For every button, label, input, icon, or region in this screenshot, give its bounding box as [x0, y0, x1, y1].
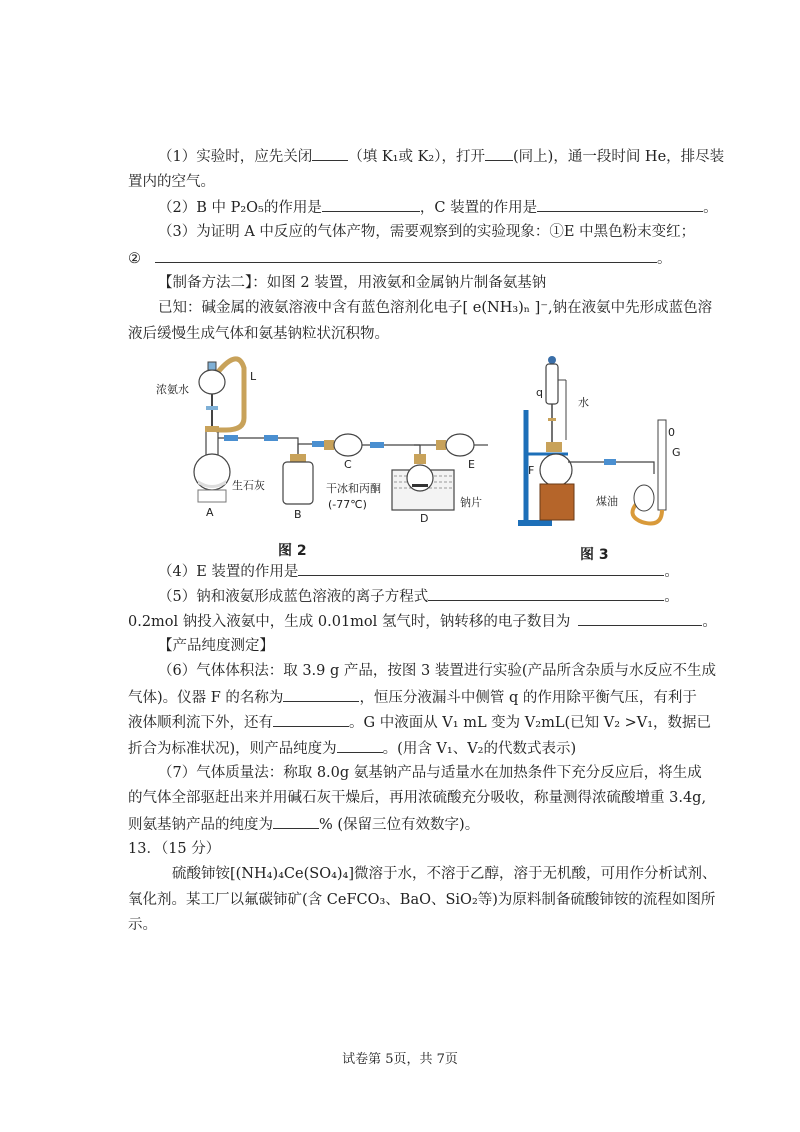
label-F: F — [528, 464, 535, 477]
figure-3-caption: 图 3 — [580, 547, 609, 563]
q5-line1: （5）钠和液氨形成蓝色溶液的离子方程式 。 — [158, 586, 679, 607]
q6-blank-2 — [273, 712, 349, 727]
q13-line2: 氧化剂。某工厂以氟碳铈矿(含 CeFCO₃、BaO、SiO₂等)为原料制备硫酸铈铵的流程如图所 — [128, 892, 716, 908]
q2-blank-2 — [537, 197, 703, 212]
q3-line2: ② 。 — [128, 248, 672, 269]
q7-blank — [273, 814, 319, 829]
label-sodium: 钠片 — [460, 496, 482, 509]
q6-line3: 液体顺利流下外，还有 。G 中液面从 V₁ mL 变为 V₂mL(已知 V₂ >V₁，数据已 — [128, 712, 711, 733]
q5-line2: 0.2mol 钠投入液氨中，生成 0.01mol 氢气时，钠转移的电子数目为 。 — [128, 611, 717, 632]
flask-F — [540, 454, 572, 486]
q6-blank-1 — [283, 687, 359, 702]
label-q: q — [536, 386, 543, 399]
tube-L — [216, 359, 244, 430]
q1-blank-2 — [485, 146, 513, 161]
known-line1: 已知：碱金属的液氨溶液中含有蓝色溶剂化电子[ e(NH₃)ₙ ]⁻,钠在液氨中先形成蓝色溶 — [158, 300, 713, 316]
q1-line1 — [158, 146, 724, 167]
purity-heading: 【产品纯度测定】 — [158, 638, 274, 654]
label-D: D — [420, 512, 429, 525]
q1-line2: 置内的空气。 — [128, 174, 215, 190]
label-E: E — [468, 458, 475, 471]
label-water: 水 — [578, 396, 589, 409]
tube-E — [446, 434, 474, 456]
q2-line: （2）B 中 P₂O₅的作用是 ，C 装置的作用是 。 — [158, 197, 718, 218]
label-L: L — [250, 370, 257, 383]
q1-text-c: (同上)，通一段时间 He，排尽装 — [513, 149, 725, 165]
q1-text-b: （填 K₁或 K₂），打开 — [348, 149, 485, 165]
dropping-funnel — [199, 370, 225, 394]
funnel-stopper — [208, 362, 216, 370]
q13-line1: 硫酸铈铵[(NH₄)₄Ce(SO₄)₄]微溶于水，不溶于乙醇，溶于无机酸，可用作分析试剂、 — [172, 866, 717, 882]
q5-blank-1 — [428, 586, 664, 601]
q4-line: （4）E 装置的作用是 。 — [158, 561, 679, 582]
q1-text-a: （1）实验时，应先关闭 — [158, 149, 313, 165]
q5-blank-2 — [578, 611, 702, 626]
burette-G — [658, 420, 666, 510]
sodium-piece — [412, 484, 428, 487]
figure-2-caption: 图 2 — [278, 543, 307, 559]
q7-line1: （7）气体质量法：称取 8.0g 氨基钠产品与适量水在加热条件下充分反应后，将生成 — [158, 765, 702, 781]
q4-blank — [298, 561, 664, 576]
label-zero: 0 — [668, 426, 675, 439]
q3-line1: （3）为证明 A 中反应的气体产物，需要观察到的实验现象：①E 中黑色粉末变红； — [158, 224, 696, 240]
stand-A — [198, 490, 226, 502]
q13-heading: 13．（15 分） — [128, 841, 221, 857]
label-lime: 生石灰 — [232, 479, 265, 492]
flask-D — [407, 465, 433, 491]
q7-line3: 则氨基钠产品的纯度为 % (保留三位有效数字)。 — [128, 814, 479, 835]
pressure-funnel — [546, 364, 558, 404]
label-dryice: 干冰和丙酮 — [326, 482, 381, 495]
q6-line2: 气体)。仪器 F 的名称为 ，恒压分液漏斗中侧管 q 的作用除平衡气压，有利于 — [128, 687, 697, 708]
q13-line3: 示。 — [128, 917, 157, 933]
method2-heading: 【制备方法二】：如图 2 装置，用液氨和金属钠片制备氨基钠 — [158, 275, 547, 291]
q6-line4: 折合为标准状况)，则产品纯度为 。(用含 V₁、V₂的代数式表示) — [128, 738, 576, 759]
page-footer: 试卷第 5页，共 7页 — [342, 1052, 458, 1067]
label-G: G — [672, 446, 681, 459]
label-B: B — [294, 508, 302, 521]
label-temp: (-77℃) — [328, 498, 367, 511]
q1-blank-1 — [312, 146, 348, 161]
q6-line1: （6）气体体积法：取 3.9 g 产品，按图 3 装置进行实验(产品所含杂质与水反应不生成 — [158, 663, 716, 679]
label-C: C — [344, 458, 352, 471]
q3-blank — [155, 248, 657, 263]
drying-tube-C — [334, 434, 362, 456]
figure-2-apparatus — [148, 350, 508, 528]
bottle-B — [283, 462, 313, 504]
label-ammonia: 浓氨水 — [156, 383, 189, 396]
q6-blank-3 — [337, 738, 383, 753]
label-A: A — [206, 506, 214, 519]
stand-block — [540, 484, 574, 520]
figure-3-apparatus — [512, 350, 702, 532]
q2-blank-1 — [322, 197, 420, 212]
q7-line2: 的气体全部驱赶出来并用碱石灰干燥后，再用浓硫酸充分吸收，称量测得浓硫酸增重 3.4g, — [128, 790, 707, 806]
label-kerosene: 煤油 — [596, 495, 618, 508]
known-line2: 液后缓慢生成气体和氨基钠粒状沉积物。 — [128, 326, 389, 342]
